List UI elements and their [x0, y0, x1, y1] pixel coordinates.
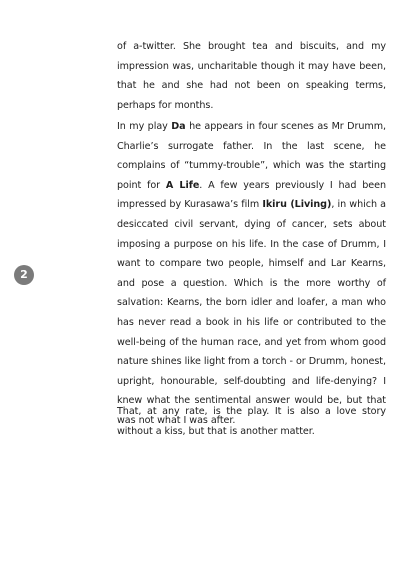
text-segment: In my play	[117, 121, 172, 132]
text-segment: , in which a desiccated civil servant, dying of cancer, sets about imposing a purpose on his life. In the case of Drumm, I want to compare two people, himself and Lar Kearns, and pose a question. Which is the more worthy of salvation: Kearns, the born idler and loafer, a man who has never read a book in his life or contributed to the well-being of the human race, and yet from whom good nature shines like light from a torch - or Drumm, honest, upright, honourable, self-doubting and life-denying? I knew what the sentimental answer would be, but that was not what I was after.	[117, 199, 386, 426]
paragraph-intro	[117, 37, 386, 115]
paragraph-closing	[117, 402, 386, 441]
text-segment: he appears in four scenes as Mr Drumm, Charlie’s surrogate father. In the last scene, he complains of “tummy-trouble”, which was the starting point for	[117, 121, 387, 191]
paragraph-intro-text: of a-twitter. She brought tea and biscuits, and my impression was, uncharitable though it may have been, that he and she had not been on speaking terms, perhaps for months.	[117, 41, 386, 111]
title-da: Da	[171, 121, 186, 132]
page-number-badge: 2	[14, 265, 34, 285]
title-ikiru: Ikiru (Living)	[262, 199, 332, 211]
title-a-life: A Life	[165, 179, 200, 191]
paragraph-closing-text: That, at any rate, is the play. It is also a love story without a kiss, but that is another matter.	[117, 406, 386, 437]
text-segment: . A few years previously I had been impressed by Kurasawa’s film	[117, 179, 386, 211]
paragraph-play-da	[117, 117, 386, 431]
